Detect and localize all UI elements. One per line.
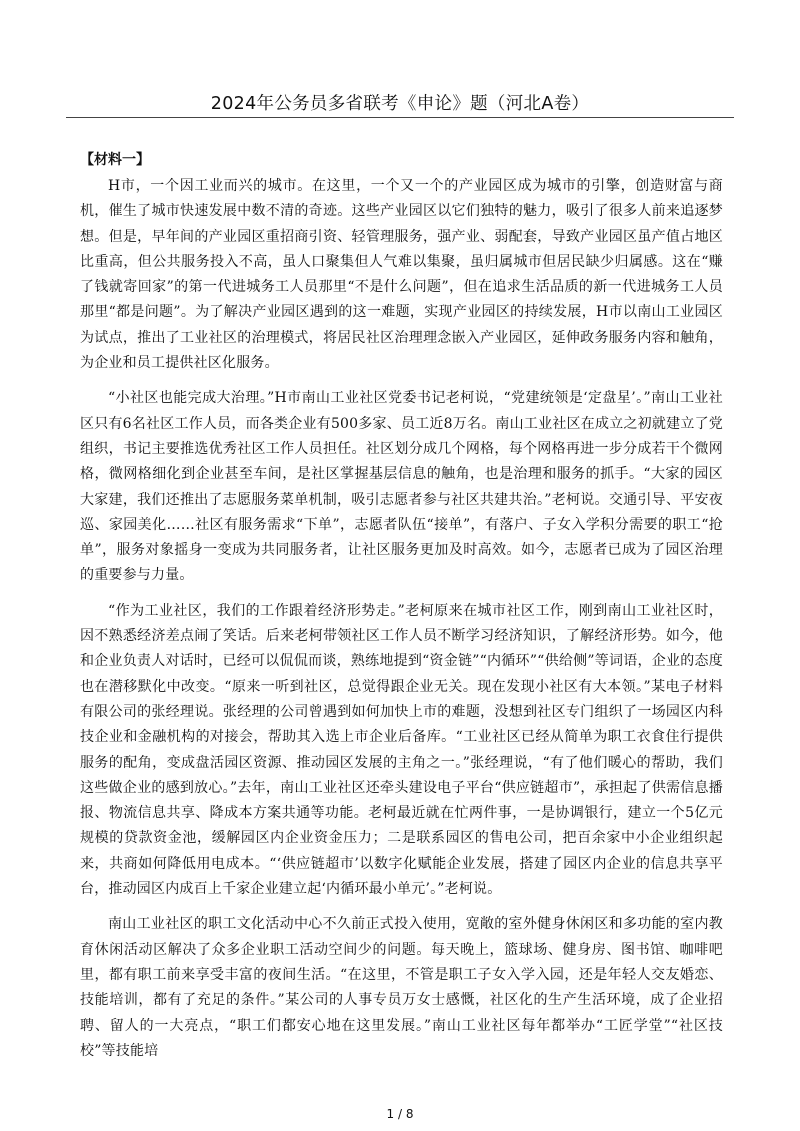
paragraph-1: H市，一个因工业而兴的城市。在这里，一个又一个的产业园区成为城市的引擎，创造财富与商机，催生了城市快速发展中数不清的奇迹。这些产业园区以它们独特的魅力，吸引了很多人前来追逐梦想。但是，早年间的产业园区重招商引资、轻管理服务，强产业、弱配套，导致产业园区虽产值占地区比重高，但公共服务投入不高，虽人口聚集但人气难以集聚，虽归属城市但居民缺少归属感。这在“赚了钱就寄回家”的第一代进城务工人员那里“不是什么问题”，但在追求生活品质的新一代进城务工人员那里“都是问题”。为了解决产业园区遇到的这一难题，实现产业园区的持续发展，H市以南山工业园区为试点，推出了工业社区的治理模式，将居民社区治理理念嵌入产业园区，延伸政务服务内容和触角，为企业和员工提供社区化服务。 (80, 178, 723, 372)
document-title: 2024年公务员多省联考《申论》题（河北A卷） (210, 94, 590, 114)
paragraph-2: “小社区也能完成大治理。”H市南山工业社区党委书记老柯说，“党建统领是‘定盘星’。”南山工业社区只有6名社区工作人员，而各类企业有500多家、员工近8万名。南山工业社区在成立之初就建立了党组织，书记主要推选优秀社区工作人员担任。社区划分成几个网格，每个网格再进一步分成若干个微网格，微网格细化到企业甚至车间，是社区掌握基层信息的触角，也是治理和服务的抓手。“大家的园区大家建，我们还推出了志愿服务菜单机制，吸引志愿者参与社区共建共治。”老柯说。交通引导、平安夜巡、家园美化……社区有服务需求“下单”，志愿者队伍“接单”，有落户、子女入学积分需要的职工“抢单”，服务对象摇身一变成为共同服务者，让社区服务更加及时高效。如今，志愿者已成为了园区治理的重要参与力量。 (80, 390, 723, 584)
document-body (80, 174, 723, 1074)
section-heading: 【材料一】 (80, 152, 150, 168)
paragraph-4: 南山工业社区的职工文化活动中心不久前正式投入使用，宽敞的室外健身休闲区和多功能的室内教育休闲活动区解决了众多企业职工活动空间少的问题。每天晚上，篮球场、健身房、图书馆、咖啡吧里，都有职工前来享受丰富的夜间生活。“在这里，不管是职工子女入学入园，还是年轻人交友婚恋、技能培训，都有了充足的条件。”某公司的人事专员万女士感慨，社区化的生产生活环境，成了企业招聘、留人的一大亮点，“职工们都安心地在这里发展。”南山工业社区每年都举办“工匠学堂”“社区技校”等技能培 (80, 916, 723, 1059)
title-underline (66, 117, 734, 118)
page-number: 1 / 8 (386, 1107, 414, 1121)
paragraph-3: “作为工业社区，我们的工作跟着经济形势走。”老柯原来在城市社区工作，刚到南山工业社区时，因不熟悉经济差点闹了笑话。后来老柯带领社区工作人员不断学习经济知识，了解经济形势。如今，他和企业负责人对话时，已经可以侃侃而谈，熟练地提到“资金链”“内循环”“供给侧”等词语，企业的态度也在潜移默化中改变。“原来一听到社区，总觉得跟企业无关。现在发现小社区有大本领。”某电子材料有限公司的张经理说。张经理的公司曾遇到如何加快上市的难题，没想到社区专门组织了一场园区内科技企业和金融机构的对接会，帮助其入选上市企业后备库。“工业社区已经从简单为职工衣食住行提供服务的配角，变成盘活园区资源、推动园区发展的主角之一。”张经理说，“有了他们暖心的帮助，我们这些做企业的感到放心。”去年，南山工业社区还牵头建设电子平台“供应链超市”，承担起了供需信息播报、物流信息共享、降成本方案共通等功能。老柯最近就在忙两件事，一是协调银行，建立一个5亿元规模的贷款资金池，缓解园区内企业资金压力；二是联系园区的售电公司，把百余家中小企业组织起来，共商如何降低用电成本。“‘供应链超市’以数字化赋能企业发展，搭建了园区内企业的信息共享平台，推动园区内成百上千家企业建立起‘内循环最小单元’。”老柯说。 (80, 602, 723, 898)
